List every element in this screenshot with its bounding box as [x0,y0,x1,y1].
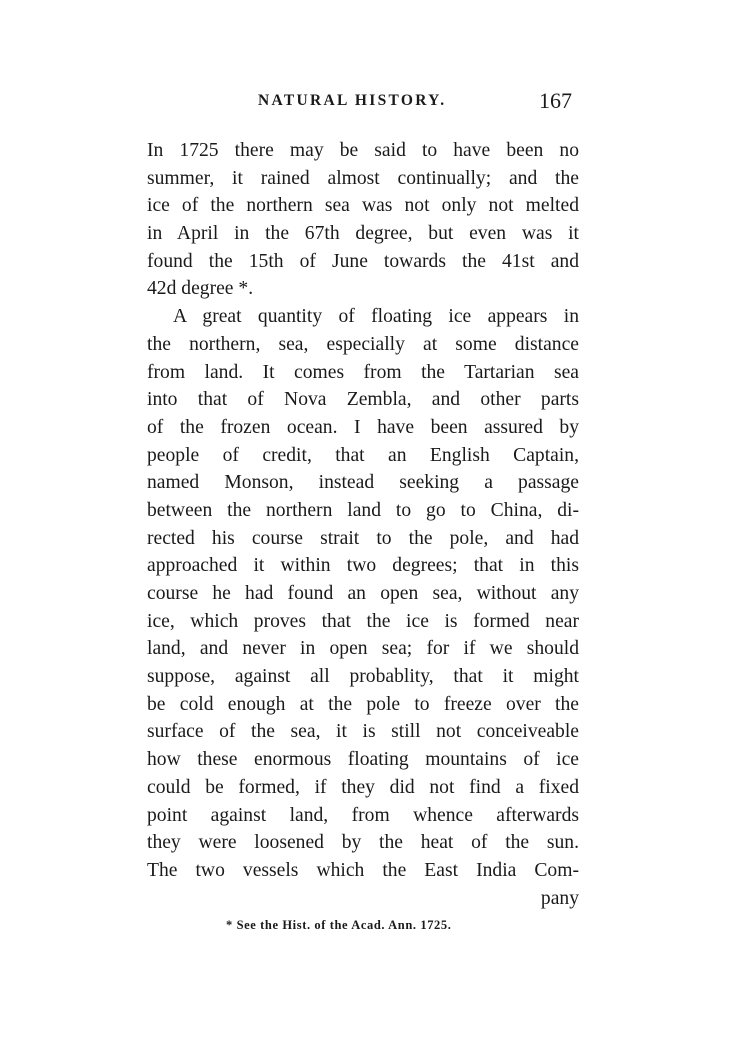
footnote: * See the Hist. of the Acad. Ann. 1725. [226,918,452,932]
text-line: named Monson, instead seeking a passage [147,472,579,494]
text-line: In 1725 there may be said to have been no [147,140,579,161]
text-line: found the 15th of June towards the 41st and [147,250,579,272]
text-line: between the northern land to go to China, di- [147,499,579,521]
page-number: 167 [539,88,572,113]
text-line: people of credit, that an English Captain, [147,444,579,466]
text-line: could be formed, if they did not find a fixed [147,776,579,798]
text-line: rected his course strait to the pole, and had [147,527,579,549]
text-line: of the frozen ocean. I have been assured by [147,416,579,438]
text-line: surface of the sea, it is still not conceiveable [147,721,579,743]
text-line: the northern, sea, especially at some distance [147,333,579,355]
text-line: suppose, against all probablity, that it might [147,666,579,688]
running-head: NATURAL HISTORY. [258,92,447,109]
body-text [147,137,579,912]
catchword: pany [540,887,579,909]
text-line: how these enormous floating mountains of ice [147,749,579,771]
text-line: 42d degree *. [147,278,254,300]
text-line: The two vessels which the East India Com- [147,859,579,881]
text-line: be cold enough at the pole to freeze over the [147,693,579,715]
text-line: ice, which proves that the ice is formed near [147,610,579,632]
text-line: summer, it rained almost continually; and the [147,167,579,189]
text-line: they were loosened by the heat of the sun. [147,832,579,854]
text-line: approached it within two degrees; that in this [147,555,579,577]
text-line: land, and never in open sea; for if we should [147,638,579,660]
text-line: ice of the northern sea was not only not melted [147,195,579,217]
text-line: point against land, from whence afterwards [147,804,579,826]
text-line: from land. It comes from the Tartarian sea [147,361,579,383]
text-line: in April in the 67th degree, but even was it [147,223,579,245]
text-line: A great quantity of floating ice appears in [173,306,579,328]
text-line: into that of Nova Zembla, and other parts [147,389,579,411]
text-line: course he had found an open sea, without any [147,583,579,604]
